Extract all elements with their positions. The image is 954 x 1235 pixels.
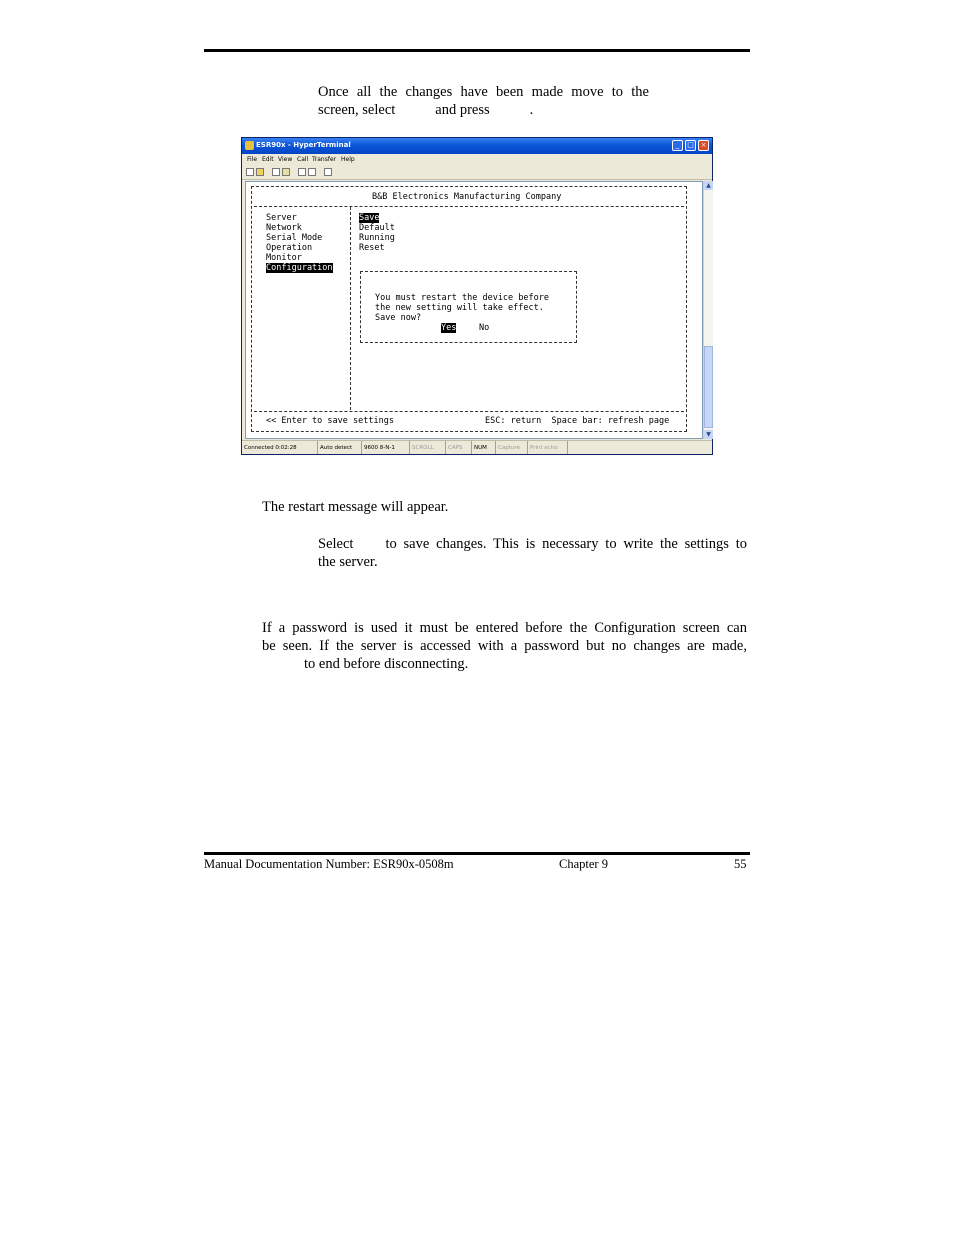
column-divider [350, 207, 351, 410]
dialog-no[interactable]: No [479, 323, 490, 333]
statusbar [242, 440, 712, 455]
menu-serial-mode[interactable]: Serial Mode [266, 233, 323, 243]
properties-icon[interactable] [324, 168, 332, 176]
footer-doc-number: Manual Documentation Number: ESR90x-0508m [204, 857, 454, 871]
dialog-yes[interactable]: Yes [441, 323, 457, 333]
terminal-screen[interactable] [245, 181, 703, 439]
password-line-1: If a password is used it must be entered before the Configuration screen can [262, 620, 747, 636]
intro-line-1: Once all the changes have been made move to the [318, 84, 649, 100]
new-icon[interactable] [246, 168, 254, 176]
menu-view[interactable]: View [278, 156, 293, 163]
option-default[interactable]: Default [359, 223, 395, 233]
intro-line-2 [318, 101, 649, 119]
terminal-header: B&B Electronics Manufacturing Company [372, 192, 562, 202]
dialog-line-1: You must restart the device before [375, 293, 549, 303]
status-connected: Connected 0:02:28 [242, 441, 318, 454]
receive-icon[interactable] [308, 168, 316, 176]
select-line-1 [318, 535, 747, 553]
menu-call[interactable]: Call [297, 156, 309, 163]
status-scroll: SCROLL [410, 441, 446, 454]
menu-operation[interactable]: Operation [266, 243, 313, 253]
intro-text-b: and press [435, 102, 490, 118]
footer-rule [204, 852, 750, 855]
option-running[interactable]: Running [359, 233, 395, 243]
hyperterminal-window [241, 137, 713, 455]
menu-monitor[interactable]: Monitor [266, 253, 302, 263]
footer-divider [254, 411, 684, 412]
header-rule [204, 49, 750, 52]
status-detect: Auto detect [318, 441, 362, 454]
menu-configuration[interactable]: Configuration [266, 263, 333, 273]
menubar [242, 154, 712, 165]
status-capture: Capture [496, 441, 528, 454]
scroll-down-icon[interactable]: ▼ [704, 430, 713, 439]
window-title: ESR90x - HyperTerminal [256, 141, 351, 149]
footer-page-number: 55 [734, 857, 747, 871]
header-divider [254, 206, 684, 207]
scroll-thumb[interactable] [704, 346, 713, 428]
window-titlebar [242, 138, 712, 154]
menu-file[interactable]: File [247, 156, 258, 163]
terminal-footer-left: << Enter to save settings [266, 416, 394, 426]
disconnect-icon[interactable] [282, 168, 290, 176]
terminal-scrollbar[interactable] [703, 181, 713, 439]
menu-server[interactable]: Server [266, 213, 297, 223]
dialog-line-2: the new setting will take effect. [375, 303, 544, 313]
status-caps: CAPS [446, 441, 472, 454]
option-reset[interactable]: Reset [359, 243, 385, 253]
menu-transfer[interactable]: Transfer [312, 156, 337, 163]
menu-help[interactable]: Help [341, 156, 355, 163]
status-print-echo: Print echo [528, 441, 568, 454]
toolbar [242, 165, 712, 180]
dialog-line-3: Save now? [375, 313, 422, 323]
menu-network[interactable]: Network [266, 223, 302, 233]
open-icon[interactable] [256, 168, 264, 176]
send-icon[interactable] [298, 168, 306, 176]
password-line-3 [262, 655, 468, 673]
status-num: NUM [472, 441, 496, 454]
status-baud: 9600 8-N-1 [362, 441, 410, 454]
footer-chapter: Chapter 9 [559, 857, 608, 871]
minimize-icon[interactable]: _ [672, 140, 683, 151]
intro-text-a: screen, select [318, 102, 396, 118]
maximize-icon[interactable]: □ [685, 140, 696, 151]
hyperterminal-icon [245, 141, 254, 150]
option-save[interactable]: Save [359, 213, 380, 223]
select-text-a: Select [318, 536, 354, 552]
terminal-footer-right: ESC: return Space bar: refresh page [485, 416, 670, 426]
intro-text-c: . [529, 102, 534, 118]
connect-icon[interactable] [272, 168, 280, 176]
close-icon[interactable]: × [698, 140, 709, 151]
menu-edit[interactable]: Edit [262, 156, 274, 163]
restart-message-text: The restart message will appear. [262, 499, 449, 515]
password-text-end: to end before disconnecting. [304, 656, 469, 672]
select-text-b: to save changes. This is necessary to write the settings to [385, 536, 747, 552]
scroll-up-icon[interactable]: ▲ [704, 181, 713, 190]
select-line-2: the server. [318, 554, 378, 570]
password-line-2: be seen. If the server is accessed with a password but no changes are made, [262, 638, 747, 654]
